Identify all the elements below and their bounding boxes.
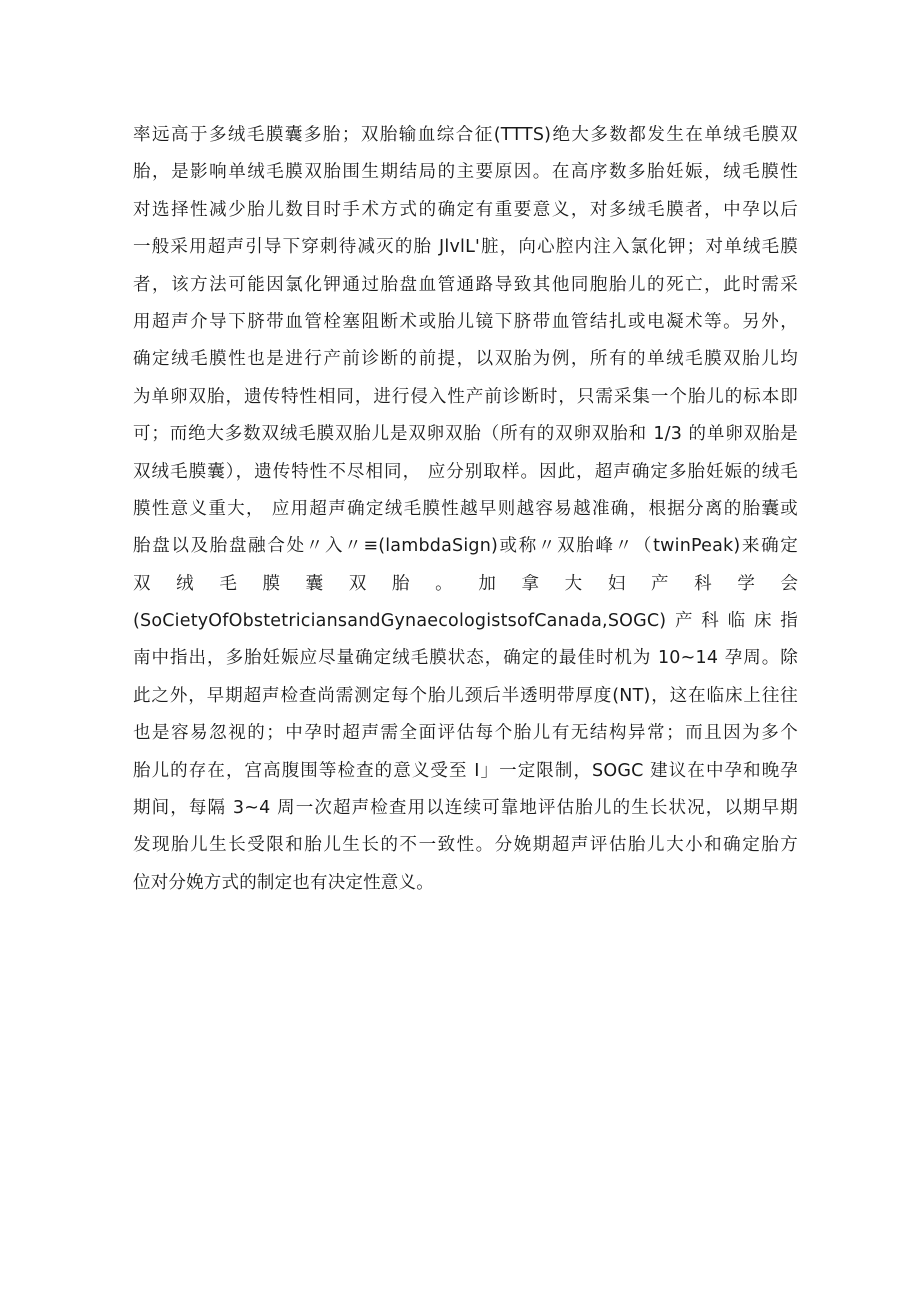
text-line: 可；而绝大多数双绒毛膜双胎儿是双卵双胎（所有的双卵双胎和 1/3 的单卵双胎是 xyxy=(133,424,798,445)
text-line: 率远高于多绒毛膜囊多胎；双胎输血综合征(TTTS)绝大多数都发生在单绒毛膜双 xyxy=(133,125,798,145)
text-line: 发现胎儿生长受限和胎儿生长的不一致性。分娩期超声评估胎儿大小和确定胎方 xyxy=(133,835,798,856)
text-line: 者，该方法可能因氯化钾通过胎盘血管通路导致其他同胞胎儿的死亡，此时需采 xyxy=(133,274,798,295)
text-line: 对选择性减少胎儿数目时手术方式的确定有重要意义，对多绒毛膜者，中孕以后 xyxy=(133,199,798,220)
text-line: 用超声介导下脐带血管栓塞阻断术或胎儿镜下脐带血管结扎或电凝术等。另外， xyxy=(133,311,798,332)
text-line: 胎，是影响单绒毛膜双胎围生期结局的主要原因。在高序数多胎妊娠，绒毛膜性 xyxy=(133,162,798,183)
body-paragraph xyxy=(133,117,798,902)
text-line: 也是容易忽视的；中孕时超声需全面评估每个胎儿有无结构异常；而且因为多个 xyxy=(133,723,798,744)
text-line: 胎盘以及胎盘融合处〃入〃≡(lambdaSign)或称〃双胎峰〃（twinPeak)来确定 xyxy=(133,536,798,557)
text-line: 胎儿的存在，宫高腹围等检查的意义受至 I」一定限制，SOGC 建议在中孕和晚孕 xyxy=(133,760,798,781)
text-line: 南中指出，多胎妊娠应尽量确定绒毛膜状态，确定的最佳时机为 10~14 孕周。除 xyxy=(133,648,798,669)
text-line: 确定绒毛膜性也是进行产前诊断的前提，以双胎为例，所有的单绒毛膜双胎儿均 xyxy=(133,349,798,370)
text-line: (SoCietyOfObstetriciansandGynaecologistsofCanada,SOGC)产科临床指 xyxy=(133,611,798,632)
text-line: 为单卵双胎，遗传特性相同，进行侵入性产前诊断时，只需采集一个胎儿的标本即 xyxy=(133,386,798,407)
text-line: 双绒毛膜囊），遗传特性不尽相同， 应分别取样。因此，超声确定多胎妊娠的绒毛 xyxy=(133,461,798,482)
text-line: 双 绒 毛 膜 囊 双 胎 。 加 拿 大 妇 产 科 学 会 xyxy=(133,573,798,594)
text-line: 此之外，早期超声检查尚需测定每个胎儿颈后半透明带厚度(NT)，这在临床上往往 xyxy=(133,685,798,706)
text-line: 期间，每隔 3~4 周一次超声检查用以连续可靠地评估胎儿的生长状况，以期早期 xyxy=(133,798,798,819)
text-line: 位对分娩方式的制定也有决定性意义。 xyxy=(133,872,434,893)
text-line: 膜性意义重大， 应用超声确定绒毛膜性越早则越容易越准确，根据分离的胎囊或 xyxy=(133,498,798,519)
text-line: 一般采用超声引导下穿刺待减灭的胎 JlvlL'脏，向心腔内注入氯化钾；对单绒毛膜 xyxy=(133,237,798,258)
